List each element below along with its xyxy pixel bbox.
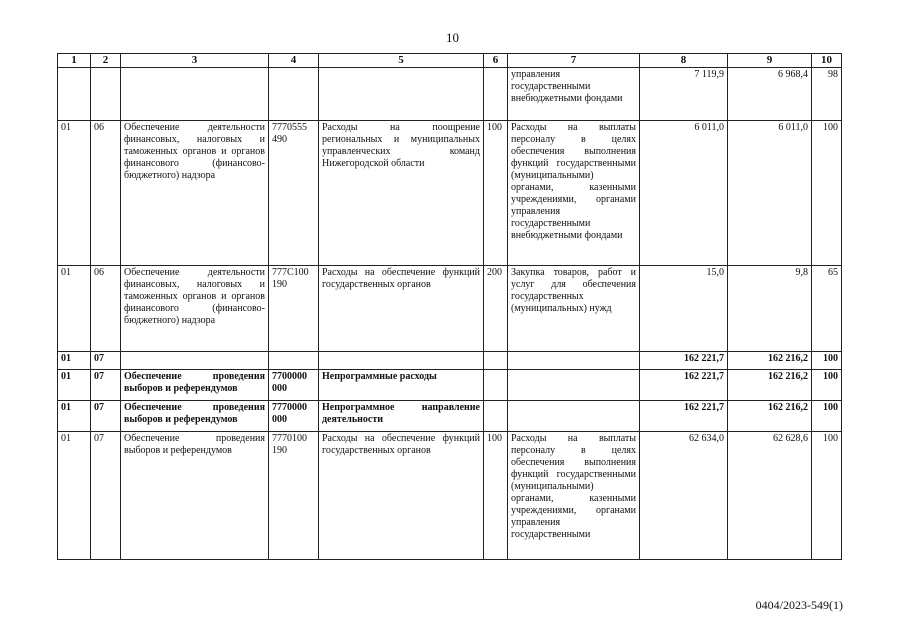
table-row xyxy=(58,266,842,352)
cell-expense-name: Расходы на выплаты персоналу в целях обеспечения выполнения функций государственными (муниципальными) органами, казенными учреждениями, органами управления государственными xyxy=(508,432,640,560)
cell-expense-name: управления государственными внебюджетными фондами xyxy=(508,68,640,121)
cell-expense-name: Расходы на выплаты персоналу в целях обеспечения выполнения функций государственными (муниципальными) органами, казенными учреждениями, органами управления государственными внебюджетными фондами xyxy=(508,121,640,266)
cell-executed: 6 968,4 xyxy=(728,68,812,121)
cell-subsection-name: Обеспечение проведения выборов и референдумов xyxy=(121,401,269,432)
cell-subsection-name: Обеспечение проведения выборов и референдумов xyxy=(121,432,269,560)
cell-target-name: Непрограммное направление деятельности xyxy=(319,401,484,432)
cell-expense-type xyxy=(484,68,508,121)
cell-subsection-name xyxy=(121,68,269,121)
col-header-5: 5 xyxy=(319,54,484,68)
table-row xyxy=(58,352,842,370)
cell-expense-type: 100 xyxy=(484,121,508,266)
page-number: 10 xyxy=(446,30,459,45)
cell-subsection: 07 xyxy=(91,352,121,370)
col-header-3: 3 xyxy=(121,54,269,68)
cell-subsection: 07 xyxy=(91,432,121,560)
table-row xyxy=(58,121,842,266)
cell-expense-name xyxy=(508,370,640,401)
table-row xyxy=(58,68,842,121)
cell-target-code: 7700000 000 xyxy=(269,370,319,401)
cell-percent: 100 xyxy=(812,121,842,266)
cell-percent: 100 xyxy=(812,370,842,401)
col-header-4: 4 xyxy=(269,54,319,68)
cell-planned: 162 221,7 xyxy=(640,401,728,432)
cell-target-code xyxy=(269,68,319,121)
cell-section: 01 xyxy=(58,370,91,401)
cell-section: 01 xyxy=(58,401,91,432)
header-row xyxy=(58,54,842,68)
cell-subsection: 07 xyxy=(91,401,121,432)
cell-expense-type xyxy=(484,370,508,401)
cell-executed: 162 216,2 xyxy=(728,370,812,401)
col-header-6: 6 xyxy=(484,54,508,68)
table-row xyxy=(58,401,842,432)
cell-percent: 100 xyxy=(812,401,842,432)
cell-subsection: 07 xyxy=(91,370,121,401)
cell-section: 01 xyxy=(58,352,91,370)
col-header-8: 8 xyxy=(640,54,728,68)
cell-percent: 100 xyxy=(812,432,842,560)
cell-subsection: 06 xyxy=(91,121,121,266)
cell-expense-name xyxy=(508,401,640,432)
budget-table xyxy=(57,53,842,560)
table-row xyxy=(58,370,842,401)
cell-planned: 15,0 xyxy=(640,266,728,352)
cell-percent: 100 xyxy=(812,352,842,370)
document-code: 0404/2023-549(1) xyxy=(755,598,843,612)
cell-target-code xyxy=(269,352,319,370)
cell-section: 01 xyxy=(58,266,91,352)
cell-subsection-name: Обеспечение деятельности финансовых, налоговых и таможенных органов и органов финансового (финансово-бюджетного) надзора xyxy=(121,266,269,352)
col-header-7: 7 xyxy=(508,54,640,68)
cell-expense-name: Закупка товаров, работ и услуг для обеспечения государственных (муниципальных) нужд xyxy=(508,266,640,352)
cell-planned: 7 119,9 xyxy=(640,68,728,121)
cell-executed: 62 628,6 xyxy=(728,432,812,560)
cell-subsection xyxy=(91,68,121,121)
cell-expense-type: 200 xyxy=(484,266,508,352)
cell-executed: 162 216,2 xyxy=(728,352,812,370)
cell-expense-type: 100 xyxy=(484,432,508,560)
cell-planned: 6 011,0 xyxy=(640,121,728,266)
cell-planned: 162 221,7 xyxy=(640,370,728,401)
cell-subsection: 06 xyxy=(91,266,121,352)
table-row xyxy=(58,432,842,560)
cell-subsection-name: Обеспечение проведения выборов и референдумов xyxy=(121,370,269,401)
cell-target-name: Расходы на обеспечение функций государственных органов xyxy=(319,432,484,560)
cell-planned: 62 634,0 xyxy=(640,432,728,560)
cell-section: 01 xyxy=(58,432,91,560)
cell-target-name: Расходы на обеспечение функций государственных органов xyxy=(319,266,484,352)
cell-executed: 162 216,2 xyxy=(728,401,812,432)
cell-planned: 162 221,7 xyxy=(640,352,728,370)
cell-percent: 65 xyxy=(812,266,842,352)
cell-target-code: 7770000 000 xyxy=(269,401,319,432)
col-header-10: 10 xyxy=(812,54,842,68)
cell-executed: 6 011,0 xyxy=(728,121,812,266)
cell-target-name xyxy=(319,68,484,121)
col-header-9: 9 xyxy=(728,54,812,68)
cell-section: 01 xyxy=(58,121,91,266)
cell-expense-type xyxy=(484,401,508,432)
cell-target-name: Непрограммные расходы xyxy=(319,370,484,401)
cell-percent: 98 xyxy=(812,68,842,121)
cell-section xyxy=(58,68,91,121)
cell-subsection-name: Обеспечение деятельности финансовых, налоговых и таможенных органов и органов финансового (финансово-бюджетного) надзора xyxy=(121,121,269,266)
cell-executed: 9,8 xyxy=(728,266,812,352)
cell-target-name xyxy=(319,352,484,370)
cell-subsection-name xyxy=(121,352,269,370)
cell-target-code: 7770555 490 xyxy=(269,121,319,266)
col-header-1: 1 xyxy=(58,54,91,68)
cell-expense-name xyxy=(508,352,640,370)
col-header-2: 2 xyxy=(91,54,121,68)
cell-target-code: 777С100 190 xyxy=(269,266,319,352)
cell-expense-type xyxy=(484,352,508,370)
cell-target-code: 7770100 190 xyxy=(269,432,319,560)
cell-target-name: Расходы на поощрение региональных и муниципальных управленческих команд Нижегородской области xyxy=(319,121,484,266)
